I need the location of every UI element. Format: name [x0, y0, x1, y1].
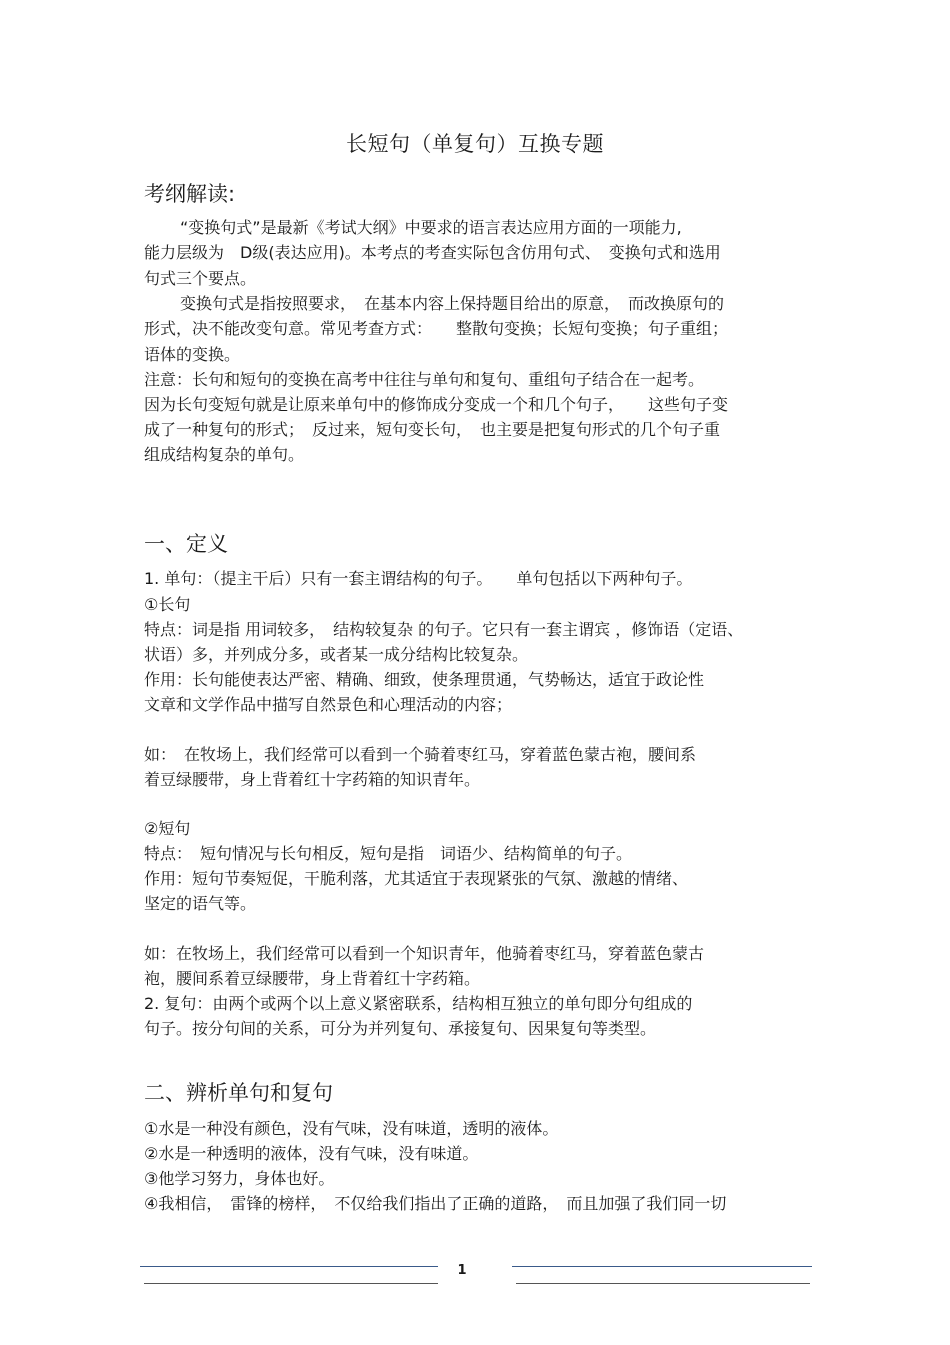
- paragraph-line: ①长句: [144, 595, 191, 614]
- footer-rule-left-top: [140, 1266, 438, 1267]
- paragraph-line: 文章和文学作品中描写自然景色和心理活动的内容；: [144, 695, 513, 714]
- paragraph-line: 1. 单句：（提主干后）只有一套主谓结构的句子。 单句包括以下两种句子。: [144, 569, 693, 588]
- paragraph-line: 注意：长句和短句的变换在高考中往往与单句和复句、重组句子结合在一起考。: [144, 370, 705, 389]
- paragraph-line: 句子。按分句间的关系，可分为并列复句、承接复句、因果复句等类型。: [144, 1019, 657, 1038]
- paragraph-line: 变换句式是指按照要求， 在基本内容上保持题目给出的原意， 而改换原句的: [180, 294, 725, 313]
- page-title: 长短句（单复句）互换专题: [346, 132, 604, 156]
- paragraph-line: 能力层级为 D级(表达应用)。本考点的考查实际包含仿用句式、 变换句式和选用: [144, 243, 721, 262]
- list-item: ③他学习努力，身体也好。: [144, 1169, 335, 1188]
- page-number: 1: [457, 1263, 467, 1278]
- example-line: 着豆绿腰带，身上背着红十字药箱的知识青年。: [144, 770, 481, 789]
- footer-rule-right-bottom: [516, 1283, 810, 1284]
- section-heading-distinguish: 二、辨析单句和复句: [144, 1081, 333, 1105]
- paragraph-line: 因为长句变短句就是让原来单句中的修饰成分变成一个和几个句子， 这些句子变: [144, 395, 729, 414]
- paragraph-line: 特点：词是指 用词较多， 结构较复杂 的句子。它只有一套主谓宾 ，修饰语（定语、: [144, 620, 744, 639]
- paragraph-line: 2. 复句：由两个或两个以上意义紧密联系，结构相互独立的单句即分句组成的: [144, 994, 693, 1013]
- section-heading-definition: 一、定义: [144, 532, 228, 556]
- paragraph-line: 特点： 短句情况与长句相反，短句是指 词语少、结构简单的句子。: [144, 844, 633, 863]
- paragraph-line: 作用：长句能使表达严密、精确、细致，使条理贯通，气势畅达，适宜于政论性: [144, 670, 705, 689]
- paragraph-line: 语体的变换。: [144, 345, 241, 364]
- paragraph-line: 句式三个要点。: [144, 269, 257, 288]
- section-heading-exam-outline: 考纲解读:: [144, 182, 236, 206]
- paragraph-line: 形式，决不能改变句意。常见考查方式： 整散句变换；长短句变换；句子重组；: [144, 319, 729, 338]
- paragraph-line: 作用：短句节奏短促，干脆利落，尤其适宜于表现紧张的气氛、激越的情绪、: [144, 869, 689, 888]
- list-item: ②水是一种透明的液体，没有气味，没有味道。: [144, 1144, 479, 1163]
- paragraph-line: 成了一种复句的形式； 反过来，短句变长句， 也主要是把复句形式的几个句子重: [144, 420, 721, 439]
- footer-rule-left-bottom: [144, 1283, 438, 1284]
- example-line: 袍，腰间系着豆绿腰带，身上背着红十字药箱。: [144, 969, 481, 988]
- example-line: 如： 在牧场上，我们经常可以看到一个骑着枣红马，穿着蓝色蒙古袍，腰间系: [144, 745, 697, 764]
- paragraph-line: 坚定的语气等。: [144, 894, 257, 913]
- list-item: ①水是一种没有颜色，没有气味，没有味道，透明的液体。: [144, 1119, 559, 1138]
- paragraph-line: 状语）多，并列成分多，或者某一成分结构比较复杂。: [144, 645, 529, 664]
- example-line: 如：在牧场上，我们经常可以看到一个知识青年，他骑着枣红马，穿着蓝色蒙古: [144, 944, 705, 963]
- paragraph-line: “变换句式”是最新《考试大纲》中要求的语言表达应用方面的一项能力,: [180, 218, 682, 237]
- footer-rule-right-top: [512, 1266, 812, 1267]
- list-item: ④我相信， 雷锋的榜样， 不仅给我们指出了正确的道路， 而且加强了我们同一切: [144, 1194, 727, 1213]
- paragraph-line: 组成结构复杂的单句。: [144, 445, 305, 464]
- paragraph-line: ②短句: [144, 819, 191, 838]
